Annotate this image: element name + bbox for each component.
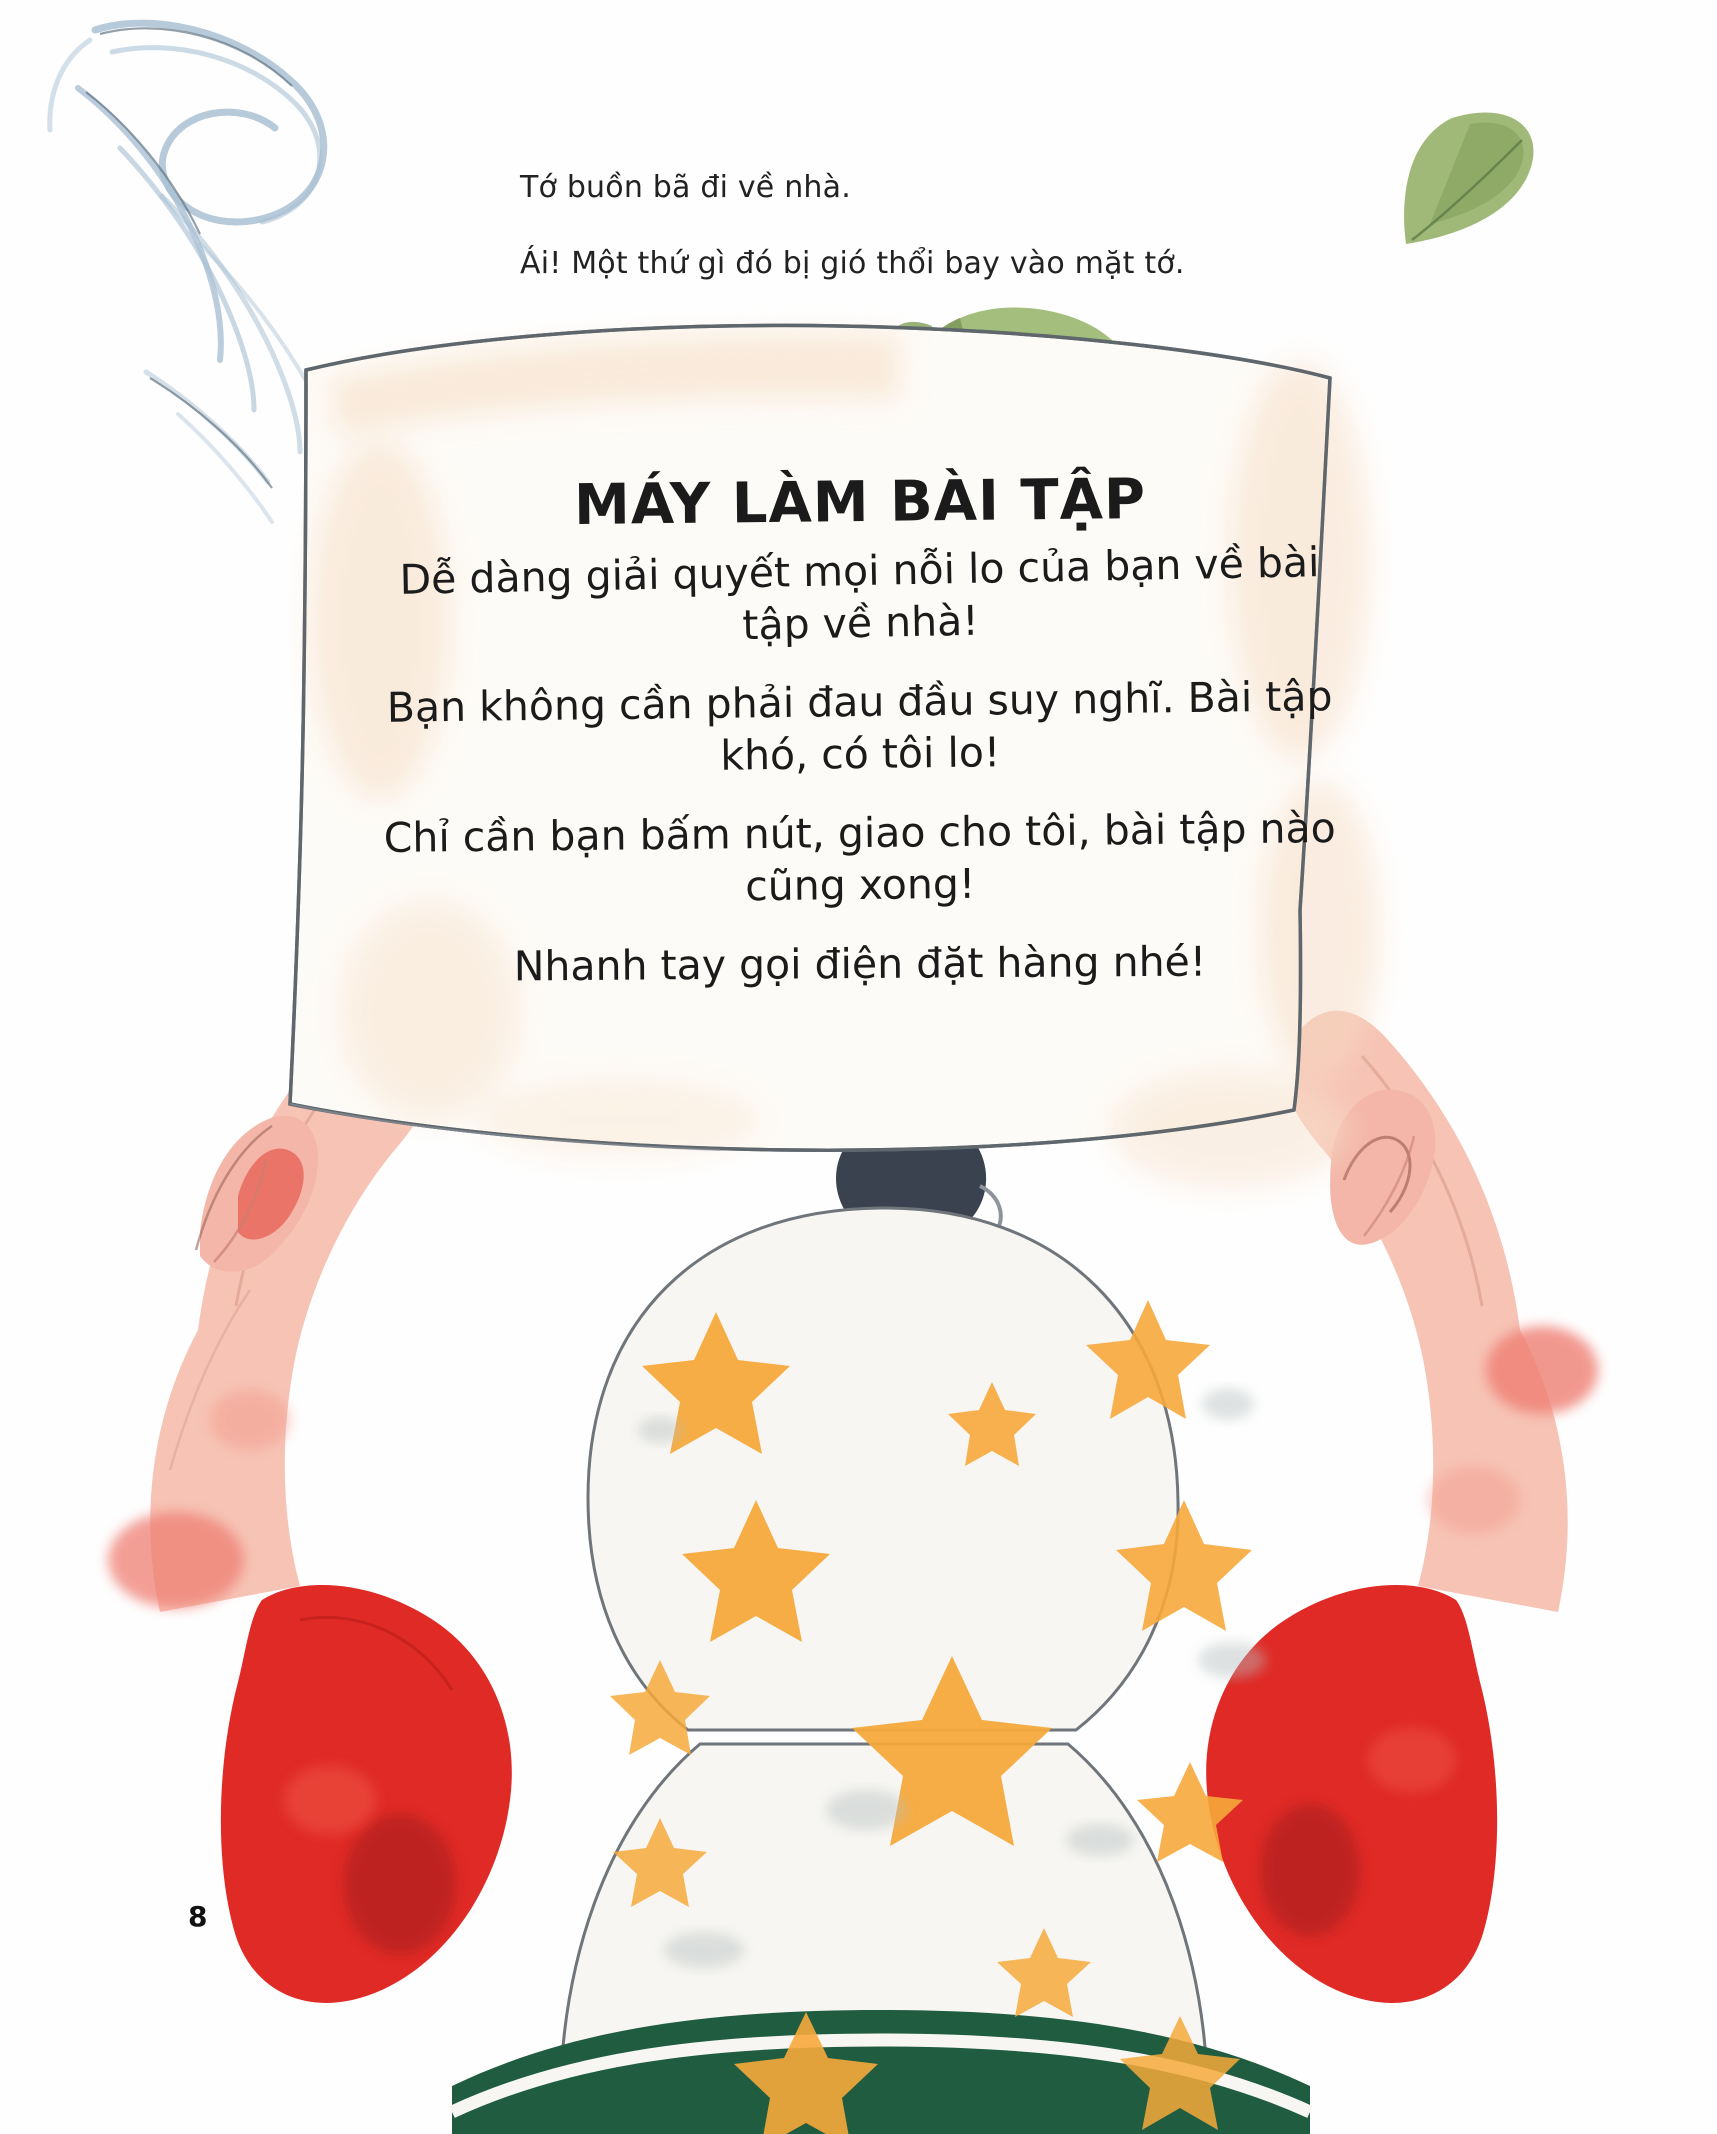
- poster-line-3: Chỉ cần bạn bấm nút, giao cho tôi, bài tập nào cũng xong!: [383, 803, 1336, 911]
- narration-line-1: Tớ buồn bã đi về nhà.: [520, 170, 851, 205]
- poster-line-4: Nhanh tay gọi điện đặt hàng nhé!: [513, 937, 1207, 991]
- page-number: 8: [188, 1900, 208, 1933]
- narration-text: [520, 160, 1420, 311]
- poster-text-block: [380, 467, 1340, 1016]
- poster-line-2: Bạn không cần phải đau đầu suy nghĩ. Bài tập khó, có tôi lo!: [386, 672, 1333, 781]
- narration-line-2: Ái! Một thứ gì đó bị gió thổi bay vào mặt tớ.: [520, 245, 1185, 281]
- poster-title: MÁY LÀM BÀI TẬP: [573, 467, 1147, 538]
- poster-line-1: Dễ dàng giải quyết mọi nỗi lo của bạn về bài tập về nhà!: [399, 538, 1320, 650]
